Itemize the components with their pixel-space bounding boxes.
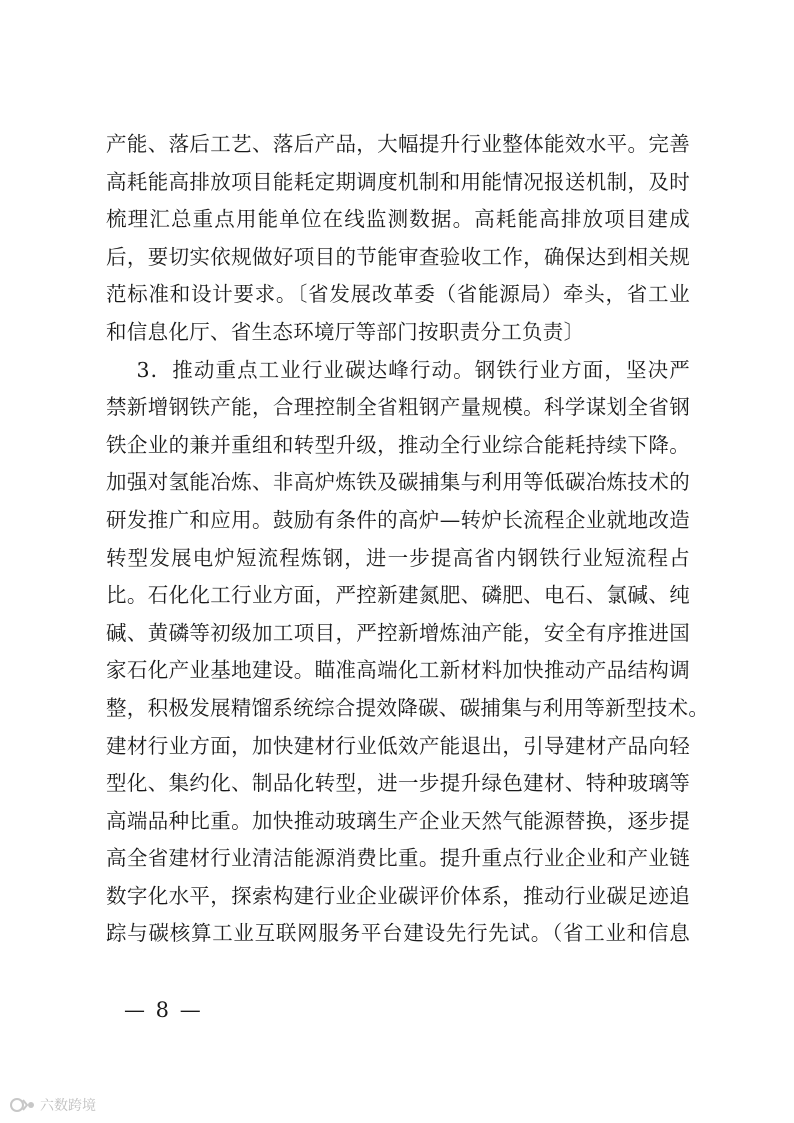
watermark <box>10 1094 96 1116</box>
text-line: 和信息化厅、省生态环境厅等部门按职责分工负责〕 <box>106 319 585 344</box>
text-line: 家石化产业基地建设。瞄准高端化工新材料加快推动产品结构调 <box>106 658 690 683</box>
text-line: 数字化水平，探索构建行业企业碳评价体系，推动行业碳足迹追 <box>106 883 690 908</box>
text-line: 建材行业方面，加快建材行业低效产能退出，引导建材产品向轻 <box>106 733 690 758</box>
text-line: 铁企业的兼并重组和转型升级，推动全行业综合能耗持续下降。 <box>106 432 690 457</box>
text-line: 碱、黄磷等初级加工项目，严控新增炼油产能，安全有序推进国 <box>106 620 690 645</box>
text-line: 高全省建材行业清洁能源消费比重。提升重点行业企业和产业链 <box>106 846 690 871</box>
text-line: 后，要切实依规做好项目的节能审查验收工作，确保达到相关规 <box>106 244 690 269</box>
text-line: 产能、落后工艺、落后产品，大幅提升行业整体能效水平。完善 <box>106 132 690 156</box>
page-number: — 8 — <box>124 998 203 1022</box>
text-line: 3．推动重点工业行业碳达峰行动。钢铁行业方面，坚决严 <box>106 357 690 382</box>
text-line: 研发推广和应用。鼓励有条件的高炉—转炉长流程企业就地改造 <box>106 507 690 532</box>
text-line: 转型发展电炉短流程炼钢，进一步提高省内钢铁行业短流程占 <box>106 545 690 570</box>
text-line: 高端品种比重。加快推动玻璃生产企业天然气能源替换，逐步提 <box>106 808 690 833</box>
text-line: 范标准和设计要求。〔省发展改革委（省能源局）牵头，省工业 <box>106 282 690 307</box>
brand-logo-icon <box>10 1096 36 1114</box>
body-text <box>106 126 710 953</box>
text-line: 整，积极发展精馏系统综合提效降碳、碳捕集与利用等新型技术。 <box>106 695 710 720</box>
text-line: 型化、集约化、制品化转型，进一步提升绿色建材、特种玻璃等 <box>106 771 690 796</box>
text-line: 比。石化化工行业方面，严控新建氮肥、磷肥、电石、氯碱、纯 <box>106 583 690 608</box>
text-line: 踪与碳核算工业互联网服务平台建设先行先试。（省工业和信息 <box>106 921 690 946</box>
text-line: 高耗能高排放项目能耗定期调度机制和用能情况报送机制，及时 <box>106 169 690 194</box>
watermark-text: 六数跨境 <box>40 1098 96 1114</box>
text-line: 梳理汇总重点用能单位在线监测数据。高耗能高排放项目建成 <box>106 207 690 232</box>
text-line: 加强对氢能冶炼、非高炉炼铁及碳捕集与利用等低碳冶炼技术的 <box>106 470 690 495</box>
text-line: 禁新增钢铁产能，合理控制全省粗钢产量规模。科学谋划全省钢 <box>106 395 690 420</box>
